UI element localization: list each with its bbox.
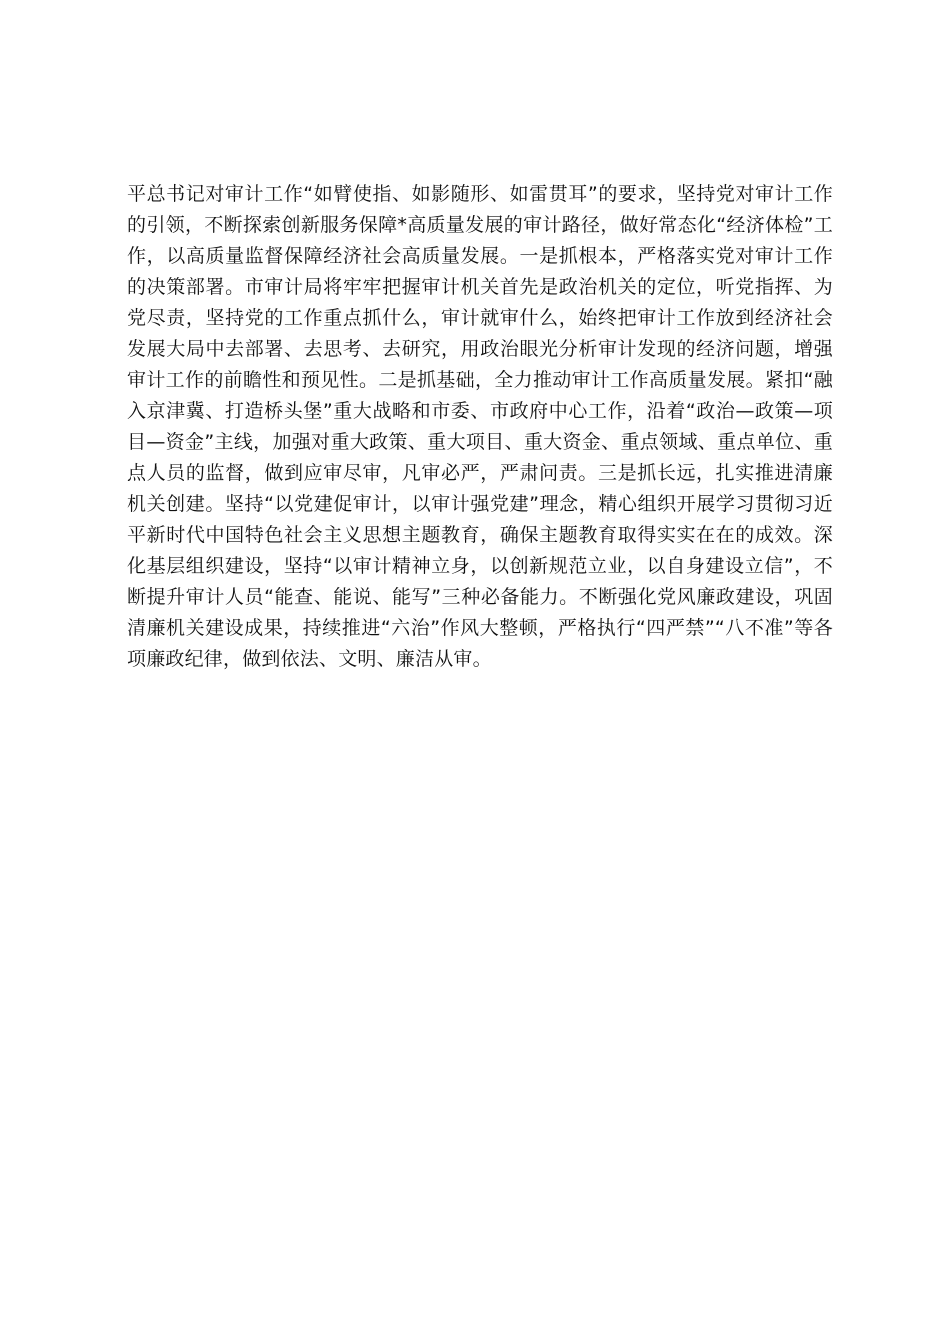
paragraph-line: 的决策部署。市审计局将牢牢把握审计机关首先是政治机关的定位，听党指挥、为 xyxy=(127,276,833,298)
paragraph-line: 断提升审计人员“能查、能说、能写”三种必备能力。不断强化党风廉政建设，巩固 xyxy=(127,586,833,608)
paragraph-line: 入京津冀、打造桥头堡”重大战略和市委、市政府中心工作，沿着“政治—政策—项 xyxy=(127,400,833,422)
paragraph-line: 作，以高质量监督保障经济社会高质量发展。一是抓根本，严格落实党对审计工作 xyxy=(127,245,833,267)
paragraph-line: 点人员的监督，做到应审尽审，凡审必严，严肃问责。三是抓长远，扎实推进清廉 xyxy=(127,462,833,484)
paragraph-line: 化基层组织建设，坚持“以审计精神立身，以创新规范立业，以自身建设立信”，不 xyxy=(127,555,833,577)
body-paragraph xyxy=(127,179,833,675)
paragraph-line: 平新时代中国特色社会主义思想主题教育，确保主题教育取得实实在在的成效。深 xyxy=(127,524,833,546)
paragraph-line: 审计工作的前瞻性和预见性。二是抓基础，全力推动审计工作高质量发展。紧扣“融 xyxy=(127,369,833,391)
paragraph-line: 平总书记对审计工作“如臂使指、如影随形、如雷贯耳”的要求，坚持党对审计工作 xyxy=(127,183,833,205)
paragraph-line-last: 项廉政纪律，做到依法、文明、廉洁从审。 xyxy=(127,648,492,670)
paragraph-line: 党尽责，坚持党的工作重点抓什么，审计就审什么，始终把审计工作放到经济社会 xyxy=(127,307,833,329)
paragraph-line: 的引领，不断探索创新服务保障*高质量发展的审计路径，做好常态化“经济体检”工 xyxy=(127,214,833,236)
paragraph-line: 目—资金”主线，加强对重大政策、重大项目、重大资金、重点领域、重点单位、重 xyxy=(127,431,833,453)
paragraph-line: 机关创建。坚持“以党建促审计，以审计强党建”理念，精心组织开展学习贯彻习近 xyxy=(127,493,833,515)
paragraph-line: 清廉机关建设成果，持续推进“六治”作风大整顿，严格执行“四严禁”“八不准”等各 xyxy=(127,617,833,639)
paragraph-line: 发展大局中去部署、去思考、去研究，用政治眼光分析审计发现的经济问题，增强 xyxy=(127,338,833,360)
